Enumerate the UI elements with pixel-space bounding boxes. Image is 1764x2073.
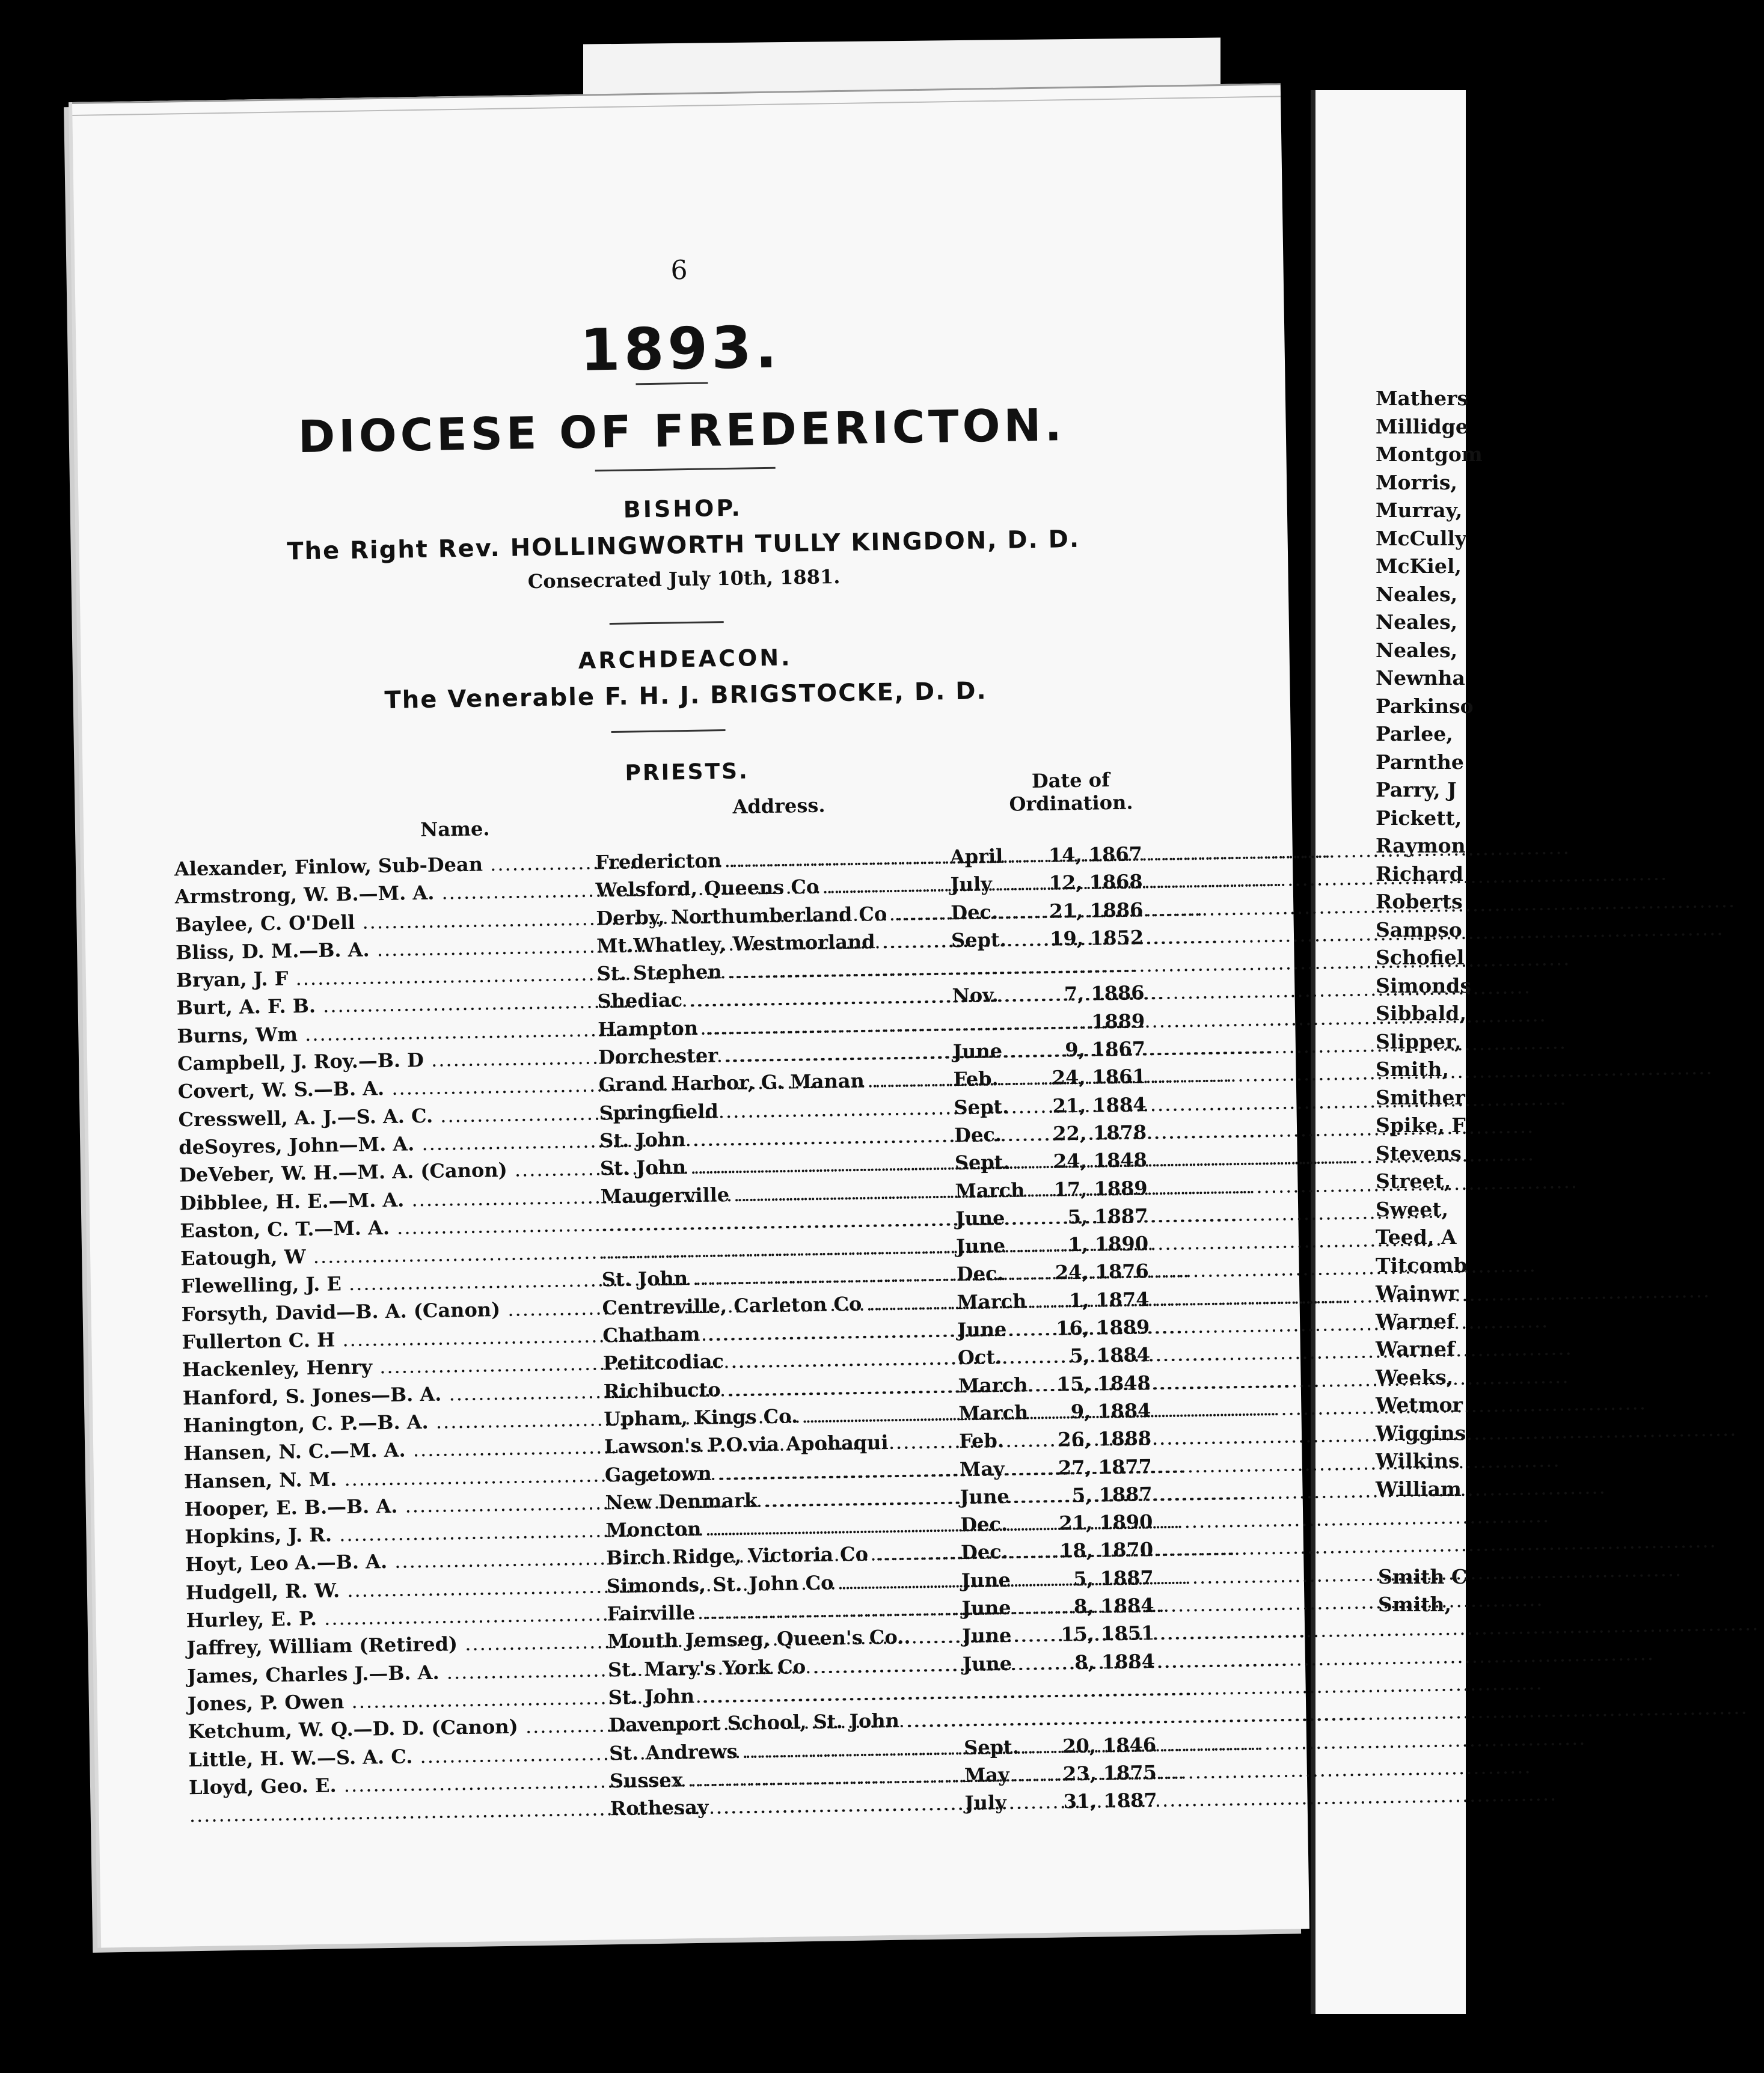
ordination-month: July (950, 872, 993, 896)
priest-name: Burns, Wm ..... (177, 1015, 592, 1050)
priest-name: Forsyth, David—B. A. (Canon) ..... (181, 1294, 596, 1328)
facing-page-entry: Parkinso (1376, 694, 1474, 718)
facing-page-entry: Stevens (1376, 1141, 1462, 1165)
ordination-date: 15, 1851 (1061, 1621, 1155, 1646)
ordination-month: Dec. (960, 1540, 1009, 1564)
ordination-date: 26, 1888 (1057, 1427, 1152, 1451)
ordination-date: 1889 (1091, 1009, 1145, 1033)
ordination-date: 5, 1887 (1067, 1204, 1148, 1229)
facing-page-entry: Sampso (1376, 917, 1462, 942)
facing-page-entry: Wilkins (1376, 1449, 1460, 1472)
ordination-date: 9, 1867 (1065, 1037, 1146, 1062)
ordination-date: 5, 1887 (1073, 1566, 1154, 1590)
ordination-date: 24, 1861 (1052, 1065, 1146, 1089)
facing-page-entry: Smither (1376, 1085, 1465, 1109)
ordination-date: 1, 1890 (1068, 1232, 1149, 1257)
priest-name: Hansen, N. M. ..... (184, 1461, 599, 1495)
facing-page-entry: Neales, (1376, 610, 1458, 634)
ordination-month: Sept. (951, 928, 1007, 952)
priest-name: James, Charles J.—B. A. ..... (187, 1656, 602, 1690)
column-header-date-line1: Date of (1031, 768, 1110, 793)
priest-address: Mt.Whatley, Westmorland ..... (596, 926, 940, 960)
priest-name: Jones, P. Owen ..... (188, 1683, 603, 1718)
divider (611, 729, 726, 733)
ordination-month: Dec. (956, 1262, 1004, 1286)
page-number: 6 (670, 254, 688, 286)
ordination-date: 24, 1876 (1055, 1260, 1150, 1285)
ordination-date: 20, 1846 (1062, 1733, 1157, 1757)
facing-page-entry: Teed, A (1376, 1225, 1457, 1249)
facing-page-entry: Wiggins (1376, 1421, 1466, 1445)
facing-page-entry: Smith, (1376, 1058, 1450, 1081)
priest-name: Lloyd, Geo. E. ..... (189, 1767, 604, 1801)
facing-page-entry: Roberts (1376, 890, 1463, 913)
ordination-month: June (960, 1484, 1009, 1508)
ordination-month: Dec. (951, 900, 999, 924)
ordination-month: July (964, 1791, 1007, 1815)
priest-address: Gagetown ..... (605, 1456, 948, 1489)
ordination-date: 8, 1884 (1073, 1594, 1154, 1618)
priest-name (189, 1795, 604, 1830)
facing-page-entry: Neales, (1376, 582, 1458, 606)
facing-page-entry: Spike, F (1376, 1113, 1466, 1137)
priest-address: Welsford, Queens Co ..... (595, 871, 939, 904)
priest-address: St. Mary's York Co ..... (608, 1650, 951, 1683)
archdeacon-heading: ARCHDEACON. (578, 644, 792, 674)
facing-page-entry: Parnthe (1376, 750, 1464, 774)
ordination-date: 15, 1848 (1056, 1371, 1151, 1396)
priest-name: DeVeber, W. H.—M. A. (Canon) ..... (179, 1155, 595, 1189)
priest-address: Fredericton ..... (595, 844, 939, 877)
divider (610, 621, 724, 625)
ordination-month: Dec. (960, 1512, 1008, 1537)
column-header-address: Address. (732, 794, 825, 818)
year-heading: 1893. (579, 313, 782, 384)
ordination-date: 8, 1884 (1074, 1649, 1156, 1674)
ordination-month: March (958, 1373, 1028, 1397)
facing-page-entry: Simonds (1376, 973, 1471, 997)
priest-name: Hurley, E. P. ..... (186, 1600, 601, 1635)
priest-address: Davenport School, St. John ..... (608, 1706, 952, 1739)
facing-page-entry: Titcomb (1376, 1253, 1468, 1277)
facing-page-entry: Millidge (1376, 414, 1468, 438)
priest-address: Centreville, Carleton Co ..... (602, 1288, 945, 1321)
facing-page-entry: Warnef (1376, 1337, 1456, 1361)
ordination-date: 5, 1887 (1071, 1482, 1153, 1507)
priest-name: Armstrong, W. B.—M. A. ..... (174, 877, 590, 911)
facing-page-entry: Street, (1376, 1169, 1451, 1193)
facing-page-entry: Parry, J (1376, 778, 1457, 801)
ordination-date: 7, 1886 (1064, 981, 1145, 1006)
ordination-month: June (962, 1652, 1012, 1676)
priest-name: Cresswell, A. J.—S. A. C. ..... (178, 1099, 593, 1133)
priest-address: Lawson's P.O.via Apohaqui ..... (604, 1428, 948, 1461)
facing-page-entry: Parlee, (1376, 722, 1453, 746)
priest-address: Mouth Jemseg, Queen's Co.. ..... (607, 1623, 951, 1656)
ordination-date: 14, 1867 (1048, 842, 1143, 867)
ordination-month: June (961, 1624, 1012, 1648)
priests-table (174, 839, 1199, 1830)
facing-page-entry: Sweet, (1376, 1197, 1448, 1221)
priest-name: Hansen, N. C.—M. A. ..... (183, 1433, 599, 1468)
priest-address: St. John ..... (602, 1261, 945, 1294)
facing-page-entry: Schofiel (1376, 946, 1465, 969)
ordination-date: 17, 1889 (1053, 1176, 1148, 1201)
archdeacon-name: The Venerable F. H. J. BRIGSTOCKE, D. D. (384, 677, 988, 714)
ordination-date: 9, 1884 (1070, 1399, 1151, 1424)
diocese-title: DIOCESE OF FREDERICTON. (298, 399, 1066, 464)
bishop-heading: BISHOP. (623, 494, 743, 523)
ordination-month: Sept. (963, 1735, 1020, 1759)
priest-address: Richibucto ..... (603, 1372, 946, 1405)
ordination-date: 24, 1848 (1053, 1148, 1148, 1173)
priest-name: Flewelling, J. E ..... (181, 1266, 596, 1300)
ordination-month: Feb. (958, 1429, 1005, 1453)
ordination-month: June (955, 1234, 1006, 1258)
ordination-date: 5, 1884 (1070, 1343, 1151, 1368)
priest-address: St. Stephen ..... (597, 955, 940, 988)
ordination-date: 27, 1877 (1058, 1454, 1153, 1480)
ordination-month: April (949, 844, 1003, 869)
ordination-month: June (961, 1596, 1011, 1620)
priest-name: Eatough, W ..... (180, 1239, 596, 1273)
priest-name: Burt, A. F. B. ..... (176, 988, 592, 1022)
priest-name: Campbell, J. Roy.—B. D ..... (177, 1044, 593, 1078)
priest-address: Simonds, St. John Co ..... (607, 1567, 950, 1600)
priest-address: Moncton ..... (605, 1511, 949, 1545)
priest-address: St. John ..... (600, 1150, 943, 1183)
facing-page-entry: Murray, (1376, 498, 1463, 522)
facing-page-entry: Weeks, (1376, 1365, 1454, 1389)
ordination-month: Feb. (953, 1067, 999, 1091)
priest-address: Rothesay ..... (610, 1789, 953, 1822)
facing-page-entry: Pickett, (1376, 806, 1462, 830)
priest-address: Maugerville ..... (600, 1177, 943, 1210)
facing-page-entry: McCully (1376, 526, 1467, 550)
ordination-date: 18, 1870 (1059, 1538, 1154, 1563)
page-content (72, 83, 1309, 1947)
ordination-month: Sept. (954, 1095, 1009, 1119)
facing-page-entry: Raymon (1376, 834, 1466, 857)
ordination-month: June (957, 1317, 1007, 1342)
priest-name: Ketchum, W. Q.—D. D. (Canon) ..... (188, 1712, 603, 1746)
priest-name: Bliss, D. M.—B. A. ..... (176, 932, 591, 967)
priest-name: Hopkins, J. R. ..... (185, 1517, 600, 1551)
bishop-name: The Right Rev. HOLLINGWORTH TULLY KINGDON, D. D. (286, 525, 1080, 566)
column-header-date-line2: Ordination. (1009, 791, 1133, 816)
priest-name: Jaffrey, William (Retired) ..... (186, 1628, 602, 1662)
priest-address: Shediac ..... (597, 982, 940, 1015)
priest-address: Chatham ..... (602, 1316, 946, 1349)
ordination-date: 31, 1887 (1063, 1789, 1157, 1813)
ordination-date: 21, 1890 (1059, 1510, 1153, 1535)
priest-name: Hanington, C. P.—B. A. ..... (183, 1405, 598, 1439)
divider (595, 467, 776, 472)
column-header-name: Name. (420, 817, 490, 842)
priest-name: Covert, W. S.—B. A. ..... (178, 1071, 593, 1106)
priest-name: Dibblee, H. E.—M. A. ..... (179, 1183, 595, 1217)
priest-address: Springfield ..... (599, 1094, 942, 1127)
priest-name: Fullerton C. H ..... (182, 1322, 597, 1356)
ordination-date: 21, 1886 (1049, 898, 1144, 923)
priest-name: Alexander, Finlow, Sub-Dean ..... (174, 849, 590, 883)
priest-address: Derby, Northumberland Co ..... (596, 899, 939, 932)
ordination-month: Sept. (954, 1150, 1010, 1175)
ordination-month: May (959, 1457, 1005, 1481)
consecration-date: Consecrated July 10th, 1881. (527, 565, 841, 593)
priest-name: Easton, C. T.—M. A. ..... (180, 1210, 595, 1245)
priest-address: Birch Ridge, Victoria Co ..... (606, 1539, 949, 1572)
ordination-month: Nov. (952, 984, 999, 1008)
facing-page-entry: Smith C (1378, 1565, 1468, 1588)
facing-page-entry: Neales, (1376, 638, 1458, 662)
priest-address: St. John ..... (608, 1678, 951, 1711)
ordination-month: May (964, 1763, 1009, 1787)
ordination-month: March (958, 1401, 1029, 1425)
priest-address: Grand Harbor, G. Manan ..... (598, 1066, 942, 1099)
priest-address: New Denmark ..... (605, 1483, 948, 1516)
facing-page-entry: Newnha (1376, 666, 1465, 690)
ordination-month: June (955, 1206, 1005, 1231)
facing-page-entry: Wetmor (1376, 1393, 1463, 1416)
facing-page-entry: Morris, (1376, 470, 1457, 494)
priest-name: Bryan, J. F ..... (176, 960, 592, 994)
priest-name: Hooper, E. B.—B. A. ..... (184, 1489, 599, 1523)
facing-page-entry: Mathers (1376, 387, 1469, 410)
priests-heading: PRIESTS. (625, 759, 750, 786)
priest-name: Baylee, C. O'Dell ..... (175, 904, 590, 939)
ordination-month: March (957, 1290, 1027, 1314)
priest-address: Sussex ..... (610, 1762, 953, 1795)
priest-name: Little, H. W.—S. A. C. ..... (188, 1739, 604, 1774)
priest-address: Upham, Kings Co. ..... (604, 1400, 947, 1433)
ordination-month: March (955, 1178, 1025, 1202)
ordination-date: 21, 1884 (1052, 1092, 1147, 1118)
facing-page-entry: Wainwr (1376, 1281, 1459, 1305)
priest-name: Hanford, S. Jones—B. A. ..... (183, 1377, 598, 1412)
ordination-date: 12, 1868 (1049, 870, 1143, 895)
ordination-date: 19, 1852 (1049, 926, 1144, 951)
ordination-month: Dec. (954, 1122, 1002, 1147)
facing-page-entry: Slipper, (1376, 1029, 1462, 1053)
ordination-date: 23, 1875 (1062, 1760, 1157, 1786)
facing-page-entry: Richard (1376, 862, 1463, 886)
facing-page-entry: Sibbald, (1376, 1002, 1466, 1025)
ordination-date: 16, 1889 (1056, 1315, 1150, 1340)
ordination-month: June (961, 1568, 1011, 1592)
facing-page-entry: Warnef (1376, 1309, 1456, 1333)
facing-page-entry: William (1376, 1477, 1462, 1501)
ordination-month: June (952, 1039, 1003, 1064)
facing-page-entry: Smith, (1378, 1593, 1452, 1616)
priest-address: Petitcodiac ..... (603, 1344, 946, 1377)
document-page (72, 83, 1309, 1947)
priest-address: Fairville ..... (607, 1594, 950, 1627)
ordination-date: 1, 1874 (1068, 1287, 1150, 1312)
priest-address: Dorchester ..... (598, 1038, 942, 1071)
priest-address: St. John ..... (599, 1121, 943, 1154)
ordination-date: 22, 1878 (1052, 1121, 1147, 1145)
ordination-month: Oct. (957, 1346, 1002, 1370)
column-header-date (1009, 768, 1133, 815)
priest-name: deSoyres, John—M. A. ..... (179, 1127, 594, 1162)
priest-name: Hackenley, Henry ..... (182, 1350, 598, 1384)
facing-page-entry: McKiel, (1376, 554, 1462, 578)
priest-address: Hampton ..... (598, 1010, 941, 1043)
divider (635, 382, 708, 385)
priest-address: St. Andrews ..... (609, 1734, 952, 1767)
priest-name: Hoyt, Leo A.—B. A. ..... (185, 1545, 601, 1579)
facing-page-entry: Montgom (1376, 442, 1483, 466)
priest-name: Hudgell, R. W. ..... (186, 1572, 601, 1606)
